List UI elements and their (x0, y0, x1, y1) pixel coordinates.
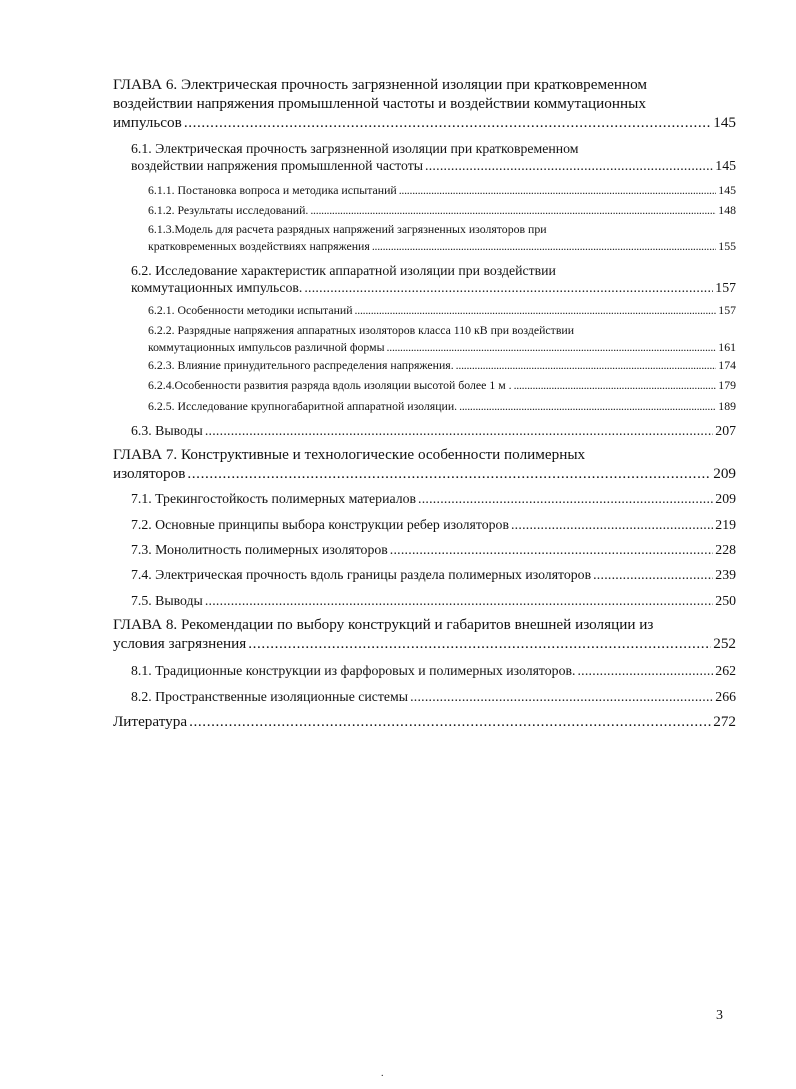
dot-leader (418, 490, 713, 507)
toc-entry-209-13 (131, 490, 736, 507)
toc-page-number: 228 (715, 542, 736, 557)
toc-entry-title-line: 8.2. Пространственные изоляционные системы (131, 689, 409, 704)
toc-entry-207-11 (131, 422, 736, 439)
toc-page-number: 189 (718, 399, 736, 413)
toc-entry-179-9 (148, 377, 736, 394)
dot-leader (514, 377, 717, 394)
toc-entry-272-21 (113, 712, 736, 731)
toc-entry-title-line: 6.2.5. Исследование крупногабаритной аппаратной изоляции. (148, 399, 458, 413)
toc-entry-title-line: 6.1.1. Постановка вопроса и методика испытаний (148, 183, 397, 197)
toc-entry-title-line: ГЛАВА 6. Электрическая прочность загрязненной изоляции при кратковременном (113, 76, 648, 93)
toc-page-number: 145 (718, 183, 736, 197)
toc-entry-title-line: изоляторов (113, 465, 186, 482)
toc-page-number: 250 (715, 593, 736, 608)
toc-entry-145-1 (131, 140, 736, 174)
dot-leader (184, 113, 711, 132)
toc-entry-228-15 (131, 541, 736, 558)
toc-page-number: 161 (718, 340, 736, 354)
dot-leader (593, 566, 713, 583)
toc-page-number: 174 (718, 358, 736, 372)
toc-entry-189-10 (148, 398, 736, 415)
toc-page-number: 219 (715, 517, 736, 532)
page-number: 3 (716, 1008, 723, 1023)
dot-leader (189, 712, 711, 731)
toc-entry-title-line: воздействии напряжения промышленной частоты (131, 158, 424, 173)
toc-entry-title-line: 7.4. Электрическая прочность вдоль границы раздела полимерных изоляторов (131, 567, 592, 582)
toc-entry-262-19 (131, 662, 736, 679)
toc-entry-title-line: 6.2. Исследование характеристик аппаратной изоляции при воздействии (131, 263, 556, 278)
toc-entry-title-line: 6.1.2. Результаты исследований. (148, 203, 309, 217)
dot-leader (248, 634, 711, 653)
toc-entry-title-line: ГЛАВА 8. Рекомендации по выбору конструкций и габаритов внешней изоляции из (113, 616, 654, 633)
toc-entry-title-line: импульсов (113, 114, 182, 131)
dot-leader (410, 688, 713, 705)
dot-leader (456, 357, 717, 374)
toc-entry-title-line: ГЛАВА 7. Конструктивные и технологические особенности полимерных (113, 446, 586, 463)
toc-entry-title-line: 6.1. Электрическая прочность загрязненной изоляции при кратковременном (131, 141, 579, 156)
toc-page-number: 207 (715, 423, 736, 438)
toc-entry-155-4 (148, 221, 736, 255)
toc-entry-title-line: 6.1.3.Модель для расчета разрядных напряжений загрязненных изоляторов при (148, 222, 547, 236)
toc-entry-title-line: 6.2.4.Особенности развития разряда вдоль изоляции высотой более 1 м . (148, 378, 512, 392)
toc-entry-title-line: 6.3. Выводы (131, 423, 203, 438)
toc-entry-title-line: кратковременных воздействиях напряжения (148, 239, 370, 253)
dot-leader (387, 339, 717, 356)
toc-page-number: 209 (715, 491, 736, 506)
toc-page-number: 262 (715, 663, 736, 678)
toc-entry-157-5 (131, 262, 736, 296)
toc-page-number: 252 (713, 635, 736, 652)
toc-entry-209-12 (113, 445, 736, 483)
dot-leader (304, 279, 713, 296)
toc-page-number: 145 (713, 114, 736, 131)
dot-leader (425, 157, 713, 174)
bottom-mark: . (381, 1068, 384, 1079)
toc-entry-219-14 (131, 516, 736, 533)
toc-page-number: 266 (715, 689, 736, 704)
toc-page-number: 157 (718, 303, 736, 317)
toc-entry-157-6 (148, 302, 736, 319)
toc-page-number: 155 (718, 239, 736, 253)
toc-entry-148-3 (148, 202, 736, 219)
toc-entry-266-20 (131, 688, 736, 705)
toc-entry-161-7 (148, 322, 736, 356)
toc-entry-250-17 (131, 592, 736, 609)
toc-entry-title-line: коммутационных импульсов. (131, 280, 303, 295)
toc-entry-title-line: 7.2. Основные принципы выбора конструкции ребер изоляторов (131, 517, 509, 532)
toc-entry-title-line: Литература (113, 713, 188, 730)
toc-page-number: 148 (718, 203, 736, 217)
toc-entry-title-line: воздействии напряжения промышленной частоты и воздействии коммутационных (113, 95, 646, 112)
dot-leader (187, 464, 711, 483)
toc-entry-title-line: 6.2.3. Влияние принудительного распределения напряжения. (148, 358, 454, 372)
toc-entry-145-0 (113, 75, 736, 132)
toc-page-number: 239 (715, 567, 736, 582)
dot-leader (205, 592, 713, 609)
toc-entry-252-18 (113, 615, 736, 653)
toc-entry-title-line: 6.2.1. Особенности методики испытаний (148, 303, 353, 317)
dot-leader (399, 182, 717, 199)
toc-entry-239-16 (131, 566, 736, 583)
dot-leader (390, 541, 714, 558)
dot-leader (355, 302, 717, 319)
dot-leader (310, 202, 716, 219)
toc-entry-174-8 (148, 357, 736, 374)
toc-entry-title-line: 8.1. Традиционные конструкции из фарфоровых и полимерных изоляторов. (131, 663, 576, 678)
toc-entry-title-line: 6.2.2. Разрядные напряжения аппаратных изоляторов класса 110 кВ при воздействии (148, 323, 575, 337)
toc-page-number: 272 (713, 713, 736, 730)
toc-page-number: 145 (715, 158, 736, 173)
dot-leader (459, 398, 716, 415)
toc-entry-title-line: 7.5. Выводы (131, 593, 203, 608)
toc-entry-title-line: 7.1. Трекингостойкость полимерных материалов (131, 491, 416, 506)
toc-page-number: 179 (718, 378, 736, 392)
toc-entry-title-line: условия загрязнения (113, 635, 247, 652)
toc-entry-title-line: коммутационных импульсов различной формы (148, 340, 385, 354)
dot-leader (205, 422, 713, 439)
dot-leader (577, 662, 713, 679)
toc-page-number: 157 (715, 280, 736, 295)
toc-page-number: 209 (713, 465, 736, 482)
toc-entry-title-line: 7.3. Монолитность полимерных изоляторов (131, 542, 388, 557)
toc-entry-145-2 (148, 182, 736, 199)
dot-leader (511, 516, 713, 533)
dot-leader (372, 238, 716, 255)
